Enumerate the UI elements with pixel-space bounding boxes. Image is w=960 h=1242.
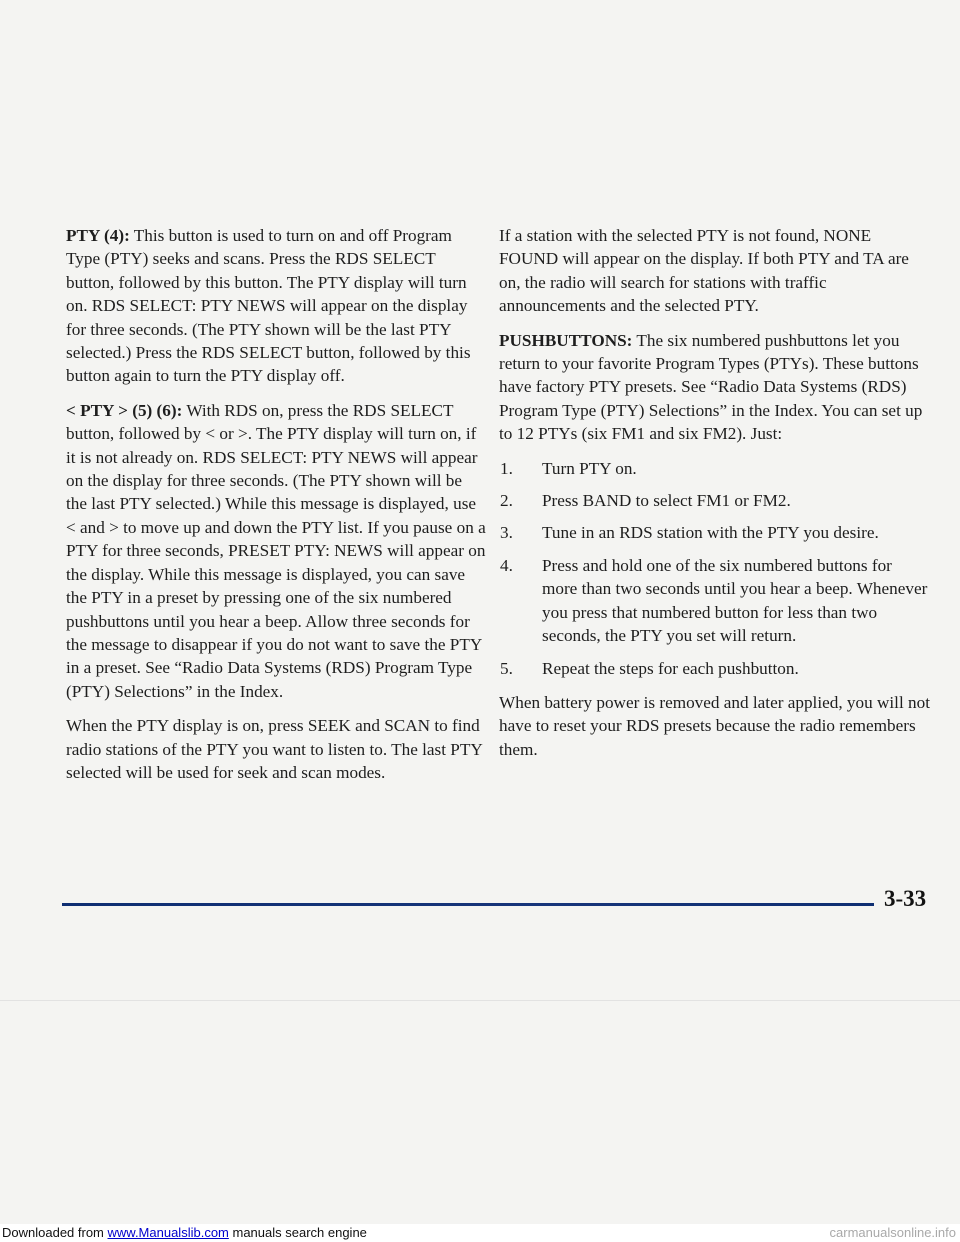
footer-credit bbox=[2, 1224, 367, 1242]
battery-paragraph: When battery power is removed and later applied, you will not have to reset your RDS presets because the radio remembers them. bbox=[499, 692, 930, 759]
list-item bbox=[499, 554, 931, 648]
pty-paragraph bbox=[66, 224, 486, 388]
footer-prefix: Downloaded from bbox=[2, 1225, 108, 1240]
left-column bbox=[66, 224, 486, 795]
manualslib-link[interactable]: www.Manualslib.com bbox=[107, 1225, 229, 1240]
step-number: 1. bbox=[500, 458, 513, 478]
step-text: Repeat the steps for each pushbutton. bbox=[542, 658, 799, 678]
footer-suffix: manuals search engine bbox=[228, 1225, 367, 1240]
step-text: Turn PTY on. bbox=[542, 458, 637, 478]
pushbuttons-text: The six numbered pushbuttons let you return to your favorite Program Types (PTYs). These buttons have factory PTY presets. See “Radio Data Systems (RDS) Program Type (PTY) Selections” in the Index. You can set up to 12 PTYs (six FM1 and six FM2). Just: bbox=[499, 330, 923, 444]
download-footer bbox=[0, 1224, 960, 1242]
pty-arrows-text: With RDS on, press the RDS SELECT button, followed by < or >. The PTY display will turn on, if it is not already on. RDS SELECT: PTY NEWS will appear on the display for three seconds. (The PTY shown will be the last PTY selected.) While this message is displayed, use < and > to move up and down the PTY list. If you pause on a PTY for three seconds, PRESET PTY: NEWS will appear on the display. While this message is displayed, you can save the PTY in a preset by pressing one of the six numbered pushbuttons until you hear a beep. Allow three seconds for the message to disappear if you do not want to save the PTY in a preset. See “Radio Data Systems (RDS) Program Type (PTY) Selections” in the Index. bbox=[66, 400, 486, 701]
step-number: 3. bbox=[500, 523, 513, 543]
pushbuttons-heading: PUSHBUTTONS: bbox=[499, 330, 633, 350]
step-number: 5. bbox=[500, 658, 513, 678]
list-item bbox=[499, 657, 931, 680]
step-text: Tune in an RDS station with the PTY you desire. bbox=[542, 523, 879, 543]
none-found-paragraph: If a station with the selected PTY is not found, NONE FOUND will appear on the display. If both PTY and TA are on, the radio will search for stations with traffic announcements and the selected PTY. bbox=[499, 226, 909, 316]
steps-list bbox=[499, 457, 931, 680]
page-number: 3-33 bbox=[884, 886, 927, 911]
step-number: 4. bbox=[500, 555, 513, 575]
scan-edge-line bbox=[0, 1000, 960, 1001]
pushbuttons-paragraph bbox=[499, 329, 931, 446]
pty-text: This button is used to turn on and off Program Type (PTY) seeks and scans. Press the RDS SELECT button, followed by this button. The PTY display will turn on. RDS SELECT: PTY NEWS will appear on the display for three seconds. (The PTY shown will be the last PTY selected.) Press the RDS SELECT button, followed by this button again to turn the PTY display off. bbox=[66, 226, 471, 386]
pty-arrows-paragraph bbox=[66, 399, 486, 703]
pty-heading: PTY (4): bbox=[66, 226, 130, 245]
footer-rule bbox=[62, 903, 874, 906]
footer-watermark: carmanualsonline.info bbox=[829, 1225, 956, 1240]
step-number: 2. bbox=[500, 491, 513, 511]
pty-arrows-heading: < PTY > (5) (6): bbox=[66, 400, 183, 420]
list-item bbox=[499, 457, 931, 480]
right-column bbox=[499, 224, 931, 772]
list-item bbox=[499, 521, 931, 544]
step-text: Press and hold one of the six numbered buttons for more than two seconds until you hear a beep. Whenever you press that numbered button for less than two seconds, the PTY you set will return. bbox=[542, 555, 928, 646]
step-text: Press BAND to select FM1 or FM2. bbox=[542, 491, 791, 511]
list-item bbox=[499, 489, 931, 512]
seek-scan-paragraph: When the PTY display is on, press SEEK and SCAN to find radio stations of the PTY you want to listen to. The last PTY selected will be used for seek and scan modes. bbox=[66, 716, 483, 782]
